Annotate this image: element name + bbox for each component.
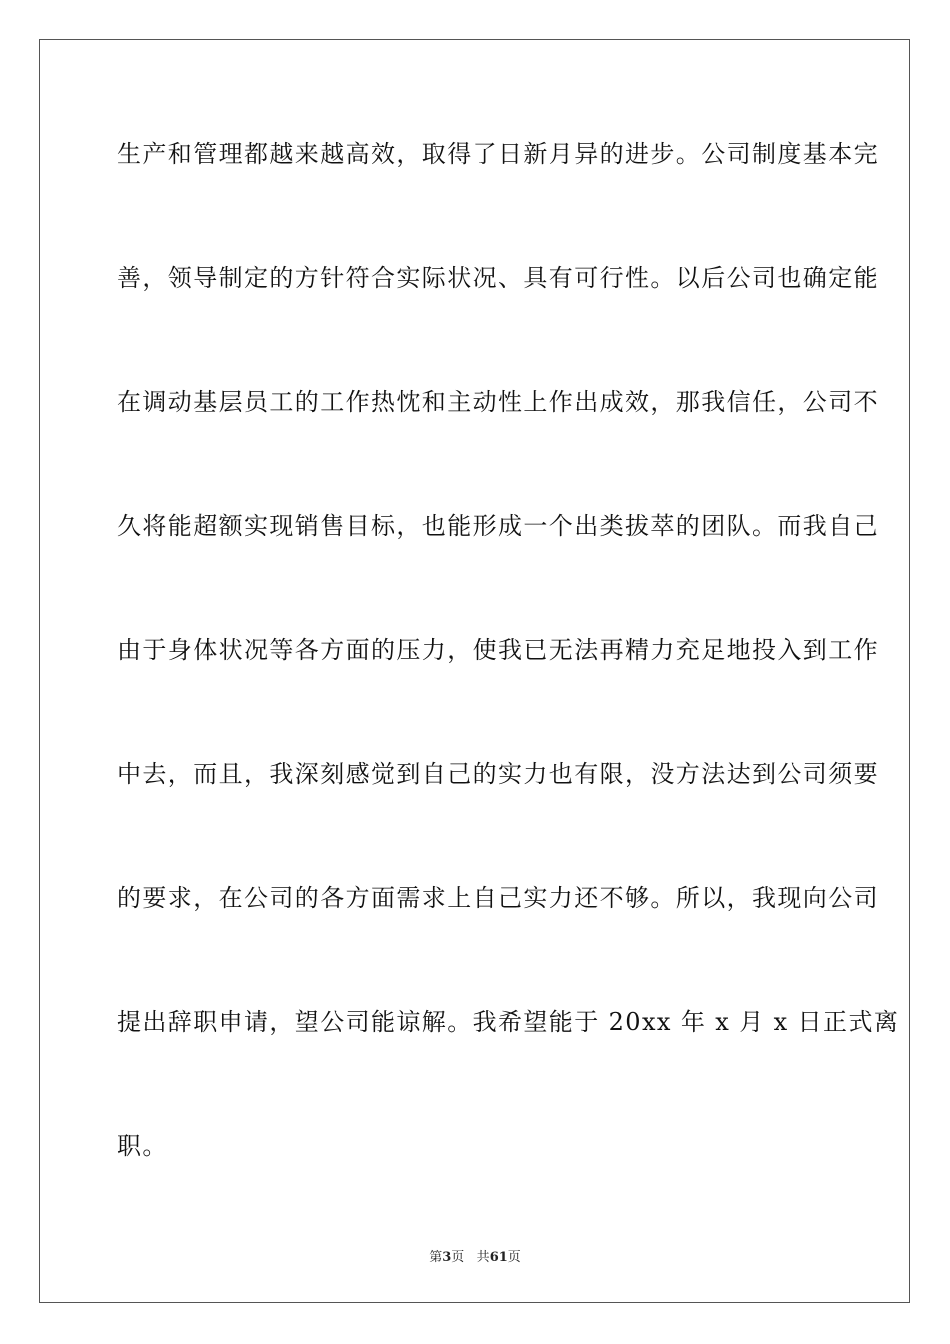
body-text-line-7: 的要求，在公司的各方面需求上自己实力还不够。所以，我现向公司 xyxy=(117,884,879,912)
total-suffix: 页 xyxy=(507,1250,521,1265)
page-prefix: 第 xyxy=(429,1250,443,1265)
total-pages: 61 xyxy=(489,1250,508,1265)
page-number: 3 xyxy=(442,1250,452,1265)
page-footer xyxy=(0,1246,950,1265)
page-suffix: 页 xyxy=(451,1250,465,1265)
body-text-line-9: 职。 xyxy=(117,1132,168,1160)
body-text-line-5: 由于身体状况等各方面的压力，使我已无法再精力充足地投入到工作 xyxy=(117,636,879,664)
body-text-line-8: 提出辞职申请，望公司能谅解。我希望能于 20xx 年 x 月 x 日正式离 xyxy=(117,1008,900,1036)
page-border xyxy=(39,39,910,1303)
body-text-line-4: 久将能超额实现销售目标，也能形成一个出类拔萃的团队。而我自己 xyxy=(117,512,879,540)
body-text-line-3: 在调动基层员工的工作热忱和主动性上作出成效，那我信任，公司不 xyxy=(117,388,879,416)
body-text-line-1: 生产和管理都越来越高效，取得了日新月异的进步。公司制度基本完 xyxy=(117,140,879,168)
body-text-line-2: 善，领导制定的方针符合实际状况、具有可行性。以后公司也确定能 xyxy=(117,264,879,292)
body-text-line-6: 中去，而且，我深刻感觉到自己的实力也有限，没方法达到公司须要 xyxy=(117,760,879,788)
total-prefix: 共 xyxy=(476,1250,490,1265)
